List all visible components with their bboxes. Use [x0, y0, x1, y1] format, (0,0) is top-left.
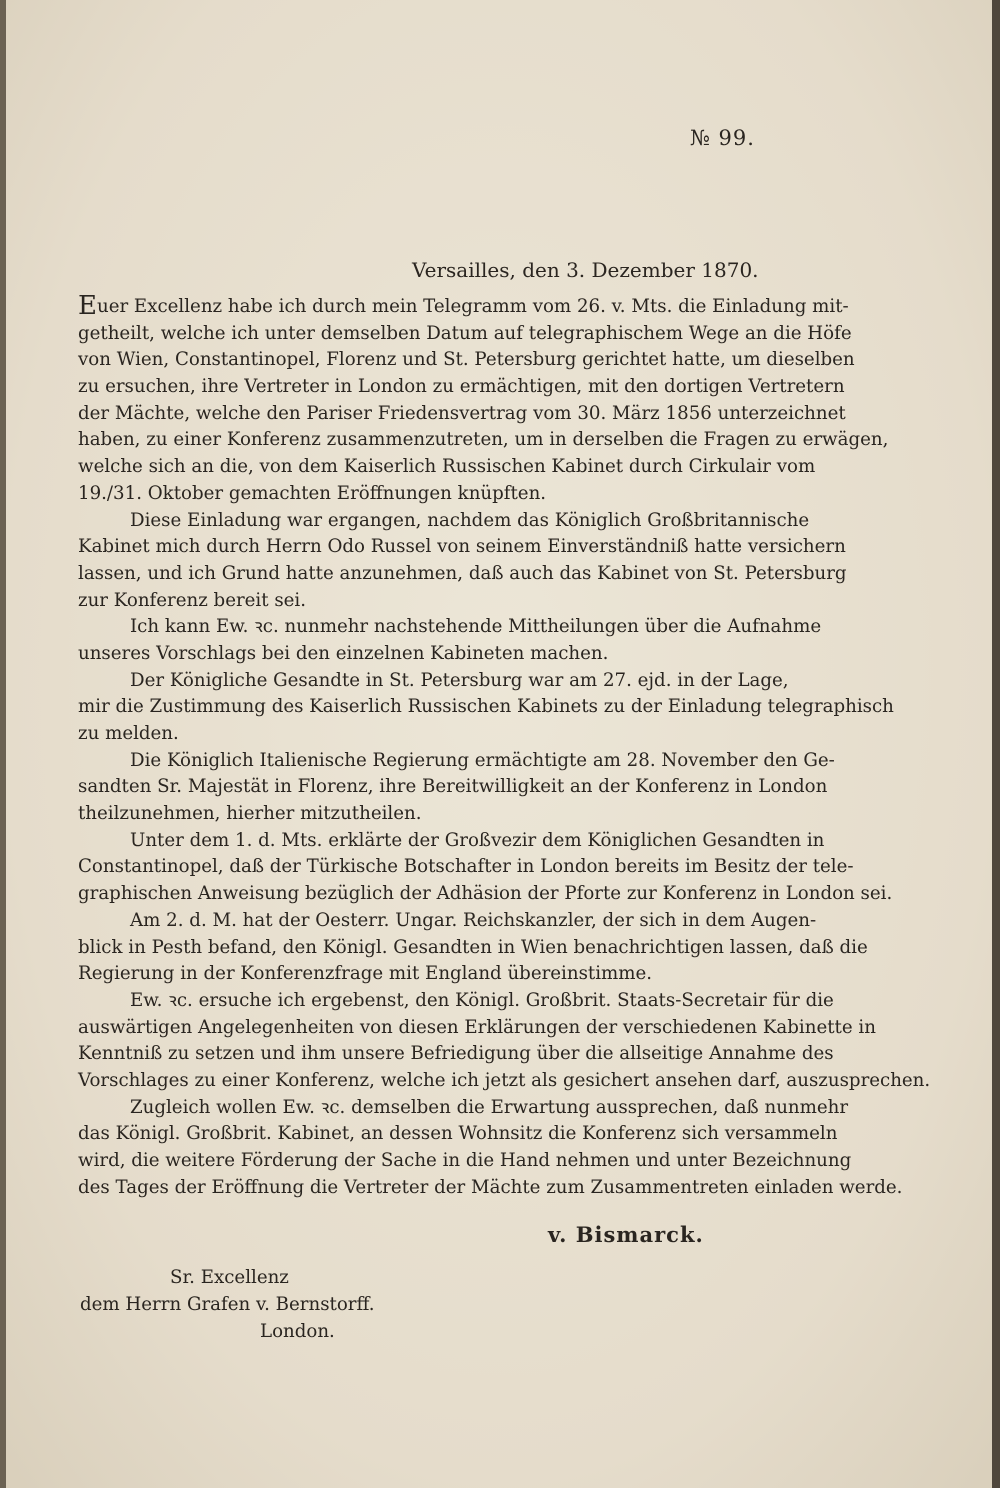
text-line-content: zu melden. [78, 723, 179, 744]
text-line-content: des Tages der Eröffnung die Vertreter der Mächte zum Zusammentreten einladen werde. [78, 1176, 903, 1198]
text-line-content: sandten Sr. Majestät in Florenz, ihre Bereitwilligkeit an der Konferenz in London [78, 776, 828, 798]
address-block [78, 1264, 375, 1345]
text-line [78, 774, 828, 801]
text-line [78, 801, 763, 828]
text-line-content: Unter dem 1. d. Mts. erklärte der Großvezir dem Königlichen Gesandten in [130, 829, 825, 851]
text-line-content: welche sich an die, von dem Kaiserlich Russischen Kabinet durch Cirkulair vom [78, 456, 816, 478]
text-line-content: Vorschlages zu einer Konferenz, welche ich jetzt als gesichert ansehen darf, auszusprechen. [78, 1069, 931, 1091]
text-line-content: haben, zu einer Konferenz zusammenzutreten, um in derselben die Fragen zu erwägen, [78, 429, 889, 451]
text-line-rest: uer Excellenz habe ich durch mein Telegramm vom 26. v. Mts. die Einladung mit- [96, 296, 849, 317]
signature: v. Bismarck. [548, 1222, 704, 1247]
text-line-content: Am 2. d. M. hat der Oesterr. Ungar. Reichskanzler, der sich in dem Augen- [130, 909, 817, 931]
text-line-content: mir die Zustimmung des Kaiserlich Russischen Kabinets zu der Einladung telegraphisch [78, 696, 894, 718]
text-line [78, 401, 846, 428]
text-line [78, 1148, 852, 1175]
page-edge-right [992, 0, 1000, 1488]
letter-body [78, 291, 931, 1201]
text-line [78, 561, 847, 588]
text-line [78, 481, 763, 508]
text-line [78, 721, 763, 748]
text-line-content: von Wien, Constantinopel, Florenz und St. Petersburg gerichtet hatte, um dieselben [78, 349, 855, 371]
text-line [78, 534, 846, 561]
text-line [78, 1095, 849, 1122]
text-line-content: Kenntniß zu setzen und ihm unsere Befriedigung über die allseitige Annahme des [78, 1043, 834, 1065]
text-line-content: Constantinopel, daß der Türkische Botschafter in London bereits im Besitz der tele- [78, 856, 854, 878]
text-line-content: Die Königlich Italienische Regierung ermächtigte am 28. November den Ge- [130, 749, 835, 771]
address-line: dem Herrn Grafen v. Bernstorff. [80, 1294, 375, 1315]
text-line [78, 427, 889, 454]
text-line-content: unseres Vorschlags bei den einzelnen Kabineten machen. [78, 642, 609, 664]
text-line [78, 1041, 834, 1068]
text-line [78, 614, 822, 641]
text-line [78, 908, 817, 935]
text-line [78, 988, 834, 1015]
text-line [78, 291, 849, 321]
text-line-content: Ew. ꝛc. ersuche ich ergebenst, den Königl. Großbrit. Staats-Secretair für die [130, 989, 834, 1011]
text-line-content: auswärtigen Angelegenheiten von diesen Erklärungen der verschiedenen Kabinette in [78, 1016, 876, 1038]
text-line-content: theilzunehmen, hierher mitzutheilen. [78, 803, 422, 825]
text-line-content: blick in Pesth befand, den Königl. Gesandten in Wien benachrichtigen lassen, daß die [78, 936, 868, 958]
text-line [78, 508, 810, 535]
text-line [78, 1175, 903, 1202]
text-line-content: zu ersuchen, ihre Vertreter in London zu ermächtigen, mit den dortigen Vertretern [78, 376, 845, 398]
document-number: № 99. [690, 126, 755, 150]
text-line-content: Ich kann Ew. ꝛc. nunmehr nachstehende Mittheilungen über die Aufnahme [130, 616, 822, 638]
text-line [78, 454, 816, 481]
text-line-content: Zugleich wollen Ew. ꝛc. demselben die Erwartung aussprechen, daß nunmehr [130, 1096, 849, 1118]
dateline: Versailles, den 3. Dezember 1870. [412, 258, 759, 282]
page-edge-left [0, 0, 6, 1488]
text-line [78, 1015, 876, 1042]
text-line [78, 694, 894, 721]
text-line [78, 854, 854, 881]
text-line [78, 321, 852, 348]
text-line-content: der Mächte, welche den Pariser Friedensvertrag vom 30. März 1856 unterzeichnet [78, 402, 846, 424]
initial-letter: E [78, 291, 97, 321]
text-line-content: wird, die weitere Förderung der Sache in die Hand nehmen und unter Bezeichnung [78, 1150, 852, 1171]
text-line-content: graphischen Anweisung bezüglich der Adhäsion der Pforte zur Konferenz in London sei. [78, 883, 893, 905]
text-line-content: das Königl. Großbrit. Kabinet, an dessen Wohnsitz die Konferenz sich versammeln [78, 1123, 838, 1145]
text-line-content: Der Königliche Gesandte in St. Petersburg war am 27. ejd. in der Lage, [130, 669, 789, 691]
text-line-content: getheilt, welche ich unter demselben Datum auf telegraphischem Wege an die Höfe [78, 322, 852, 344]
text-line [78, 374, 845, 401]
address-line: Sr. Excellenz [170, 1267, 289, 1288]
text-line [78, 668, 789, 695]
text-line-content: Regierung in der Konferenzfrage mit England übereinstimme. [78, 963, 653, 985]
address-line: London. [260, 1321, 335, 1342]
text-line-content: zur Konferenz bereit sei. [78, 589, 307, 611]
text-line [78, 641, 763, 668]
text-line-content: Kabinet mich durch Herrn Odo Russel von seinem Einverständniß hatte versichern [78, 536, 846, 558]
text-line-content: Diese Einladung war ergangen, nachdem das Königlich Großbritannische [130, 509, 810, 531]
text-line [78, 1068, 931, 1095]
text-line [78, 935, 868, 962]
text-line [78, 1121, 838, 1148]
text-line [78, 748, 835, 775]
text-line [78, 828, 825, 855]
text-line-content: 19./31. Oktober gemachten Eröffnungen knüpften. [78, 482, 547, 504]
text-line [78, 961, 763, 988]
text-line-content [78, 291, 849, 321]
text-line [78, 588, 763, 615]
text-line [78, 347, 855, 374]
text-line [78, 881, 893, 908]
text-line-content: lassen, und ich Grund hatte anzunehmen, daß auch das Kabinet von St. Petersburg [78, 562, 847, 584]
